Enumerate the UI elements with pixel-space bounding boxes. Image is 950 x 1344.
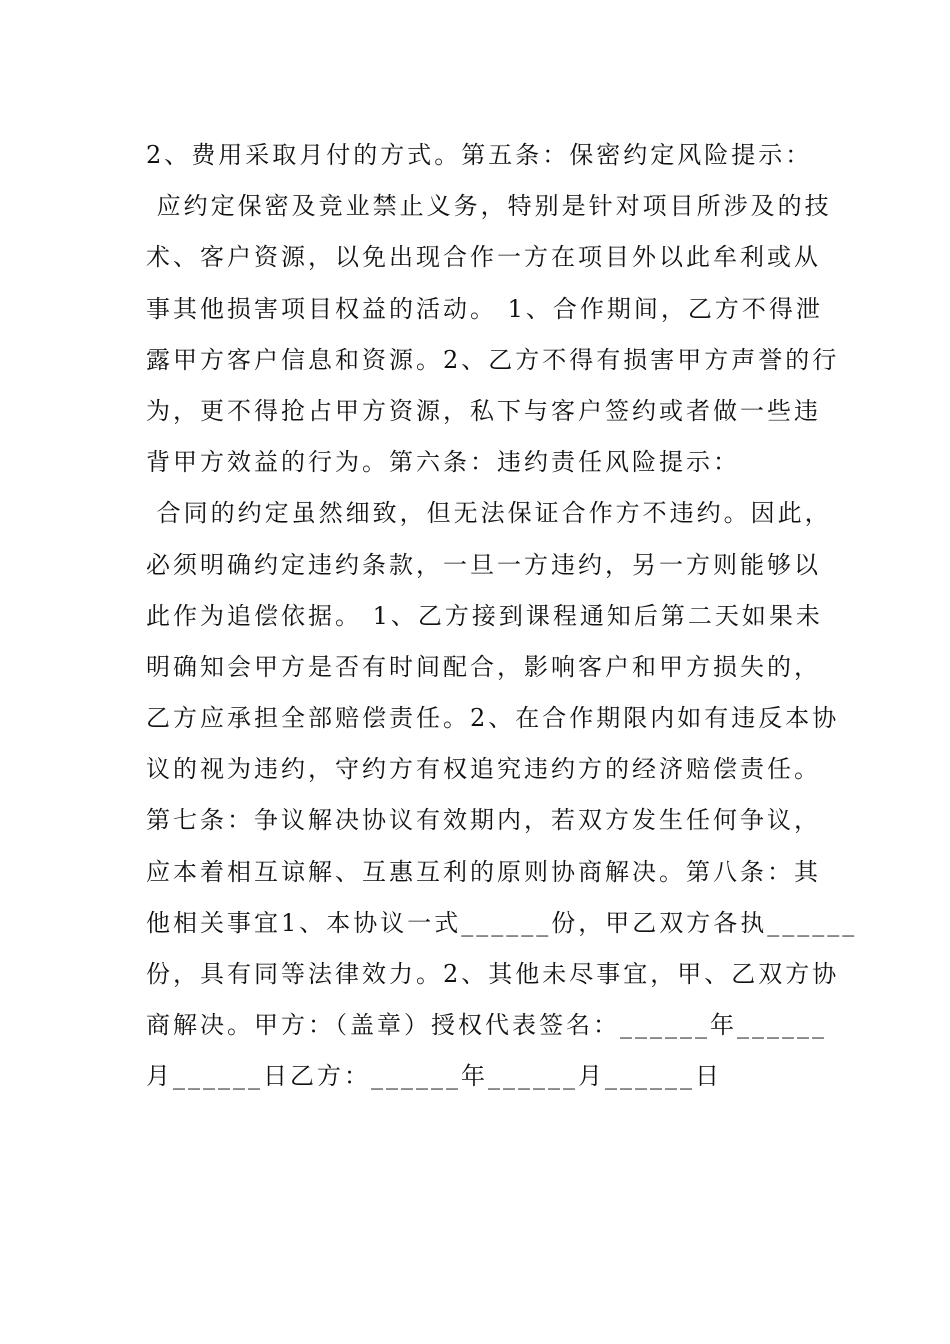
text-line: 第七条：争议解决协议有效期内，若双方发生任何争议， [146,806,821,835]
text-line: 合同的约定虽然细致，但无法保证合作方不违约。因此， [146,499,832,528]
text-line: 应约定保密及竞业禁止义务，特别是针对项目所涉及的技 [146,192,832,221]
text-line: 为，更不得抢占甲方资源，私下与客户签约或者做一些违 [146,396,821,425]
text-line: 他相关事宜1、本协议一式______份，甲乙双方各执______ [146,908,858,937]
text-line: 乙方应承担全部赔偿责任。2、在合作期限内如有违反本协 [146,704,840,733]
text-line: 背甲方效益的行为。第六条：违约责任风险提示： [146,448,740,477]
text-line: 商解决。甲方：（盖章）授权代表签名：______年______ [146,1011,827,1040]
contract-text [146,130,858,1103]
text-line: 术、客户资源，以免出现合作一方在项目外以此牟利或从 [146,243,821,272]
text-line: 事其他损害项目权益的活动。 1、合作期间，乙方不得泄 [146,294,823,323]
text-line: 露甲方客户信息和资源。2、乙方不得有损害甲方声誉的行 [146,345,840,374]
text-line: 明确知会甲方是否有时间配合，影响客户和甲方损失的， [146,652,821,681]
text-line: 月______日乙方：______年______月______日 [146,1062,722,1091]
text-line: 应本着相互谅解、互惠互利的原则协商解决。第八条：其 [146,857,821,886]
text-line: 必须明确约定违约条款，一旦一方违约，另一方则能够以 [146,550,821,579]
text-line: 2、费用采取月付的方式。第五条：保密约定风险提示： [146,141,813,169]
text-line: 份，具有同等法律效力。2、其他未尽事宜，甲、乙双方协 [146,960,840,988]
text-line: 此作为追偿依据。 1、乙方接到课程通知后第二天如果未 [146,601,823,630]
text-line: 议的视为违约，守约方有权追究违约方的经济赔偿责任。 [146,755,821,784]
